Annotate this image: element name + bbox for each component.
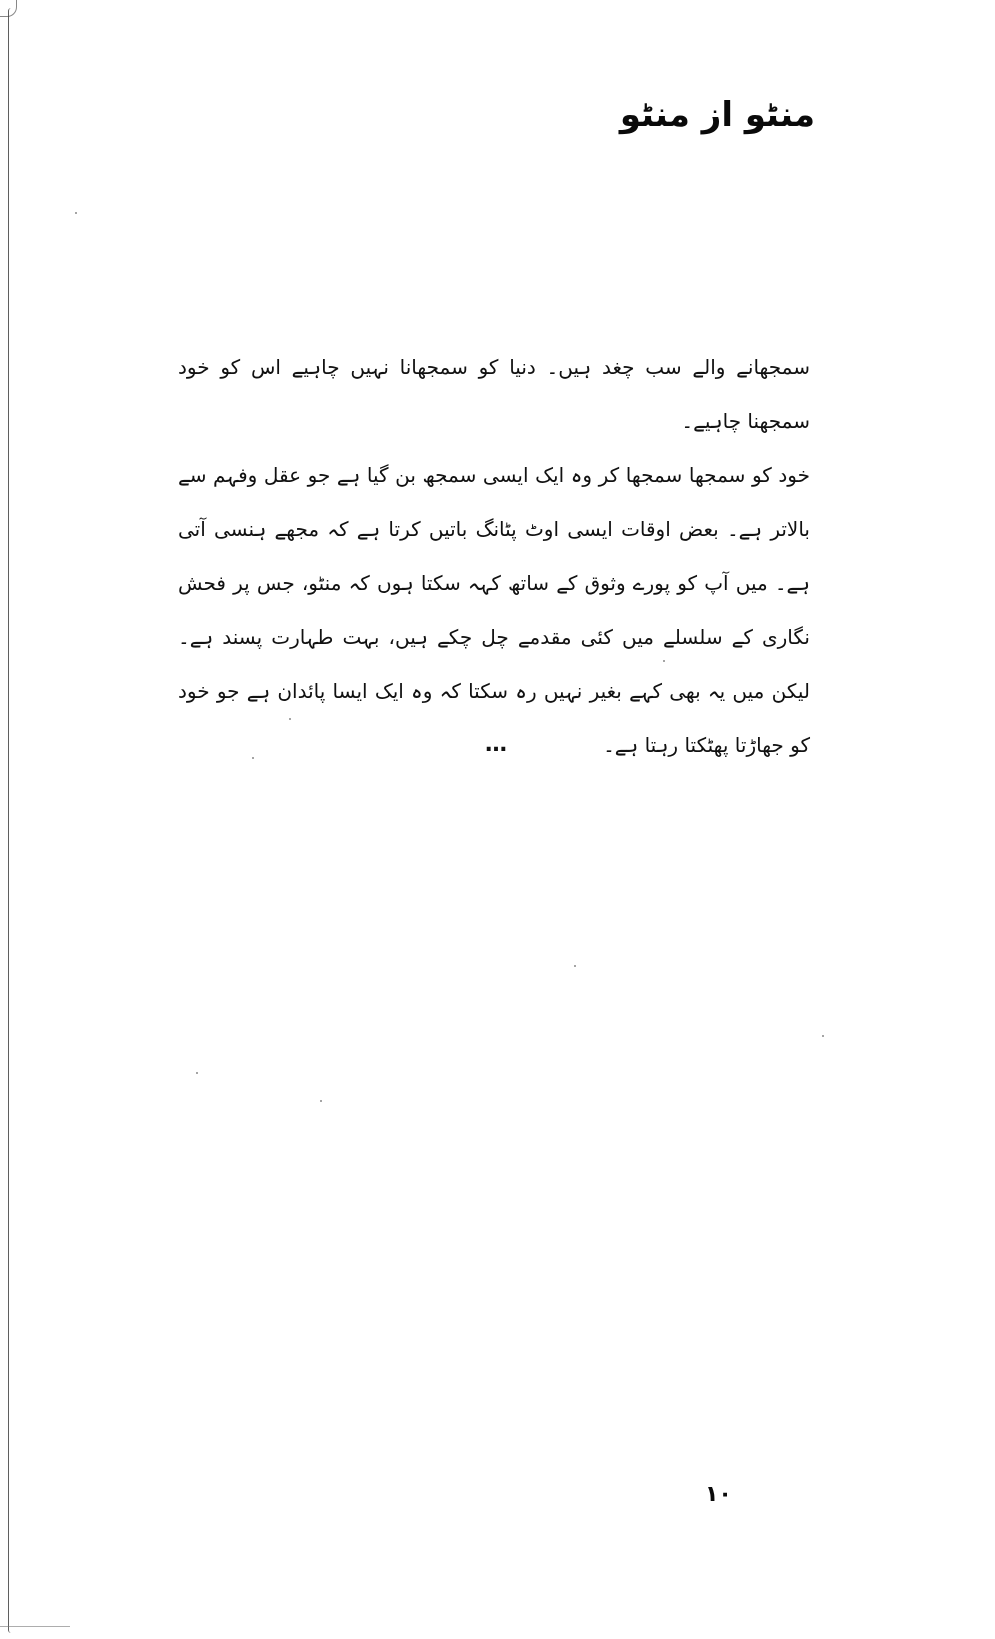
scan-speck — [822, 1035, 824, 1037]
scan-speck — [574, 965, 576, 967]
page-number: ١٠ — [705, 1482, 732, 1507]
scan-speck — [196, 1072, 198, 1074]
section-separator: … — [485, 732, 510, 757]
scan-speck — [320, 1100, 322, 1102]
page-bottom-edge — [0, 1626, 70, 1639]
scan-speck — [75, 212, 77, 214]
running-header-title: منٹو از منٹو — [619, 95, 815, 135]
scan-speck — [252, 757, 254, 759]
paragraph-1: سمجھانے والے سب چغد ہیں۔ دنیا کو سمجھانا نہیں چاہیے اس کو خود سمجھنا چاہیے۔ — [178, 355, 810, 433]
scan-speck — [663, 660, 665, 662]
paragraph-2: خود کو سمجھا سمجھا کر وہ ایک ایسی سمجھ بن گیا ہے جو عقل وفہم سے بالاتر ہے۔ بعض اوقات ایسی اوٹ پٹانگ باتیں کرتا ہے کہ مجھے ہنسی آتی ہے۔ میں آپ کو پورے وثوق کے ساتھ کہہ سکتا ہوں کہ منٹو، جس پر فحش نگاری کے سلسلے میں کئی مقدمے چل چکے ہیں، بہت طہارت پسند ہے۔ لیکن میں یہ بھی کہے بغیر نہیں رہ سکتا کہ وہ ایک ایسا پائدان ہے جو خود کو جھاڑتا پھٹکتا رہتا ہے۔ — [178, 463, 810, 757]
scan-speck — [289, 718, 291, 720]
page-binding-edge — [8, 8, 13, 1633]
body-text — [178, 340, 810, 772]
